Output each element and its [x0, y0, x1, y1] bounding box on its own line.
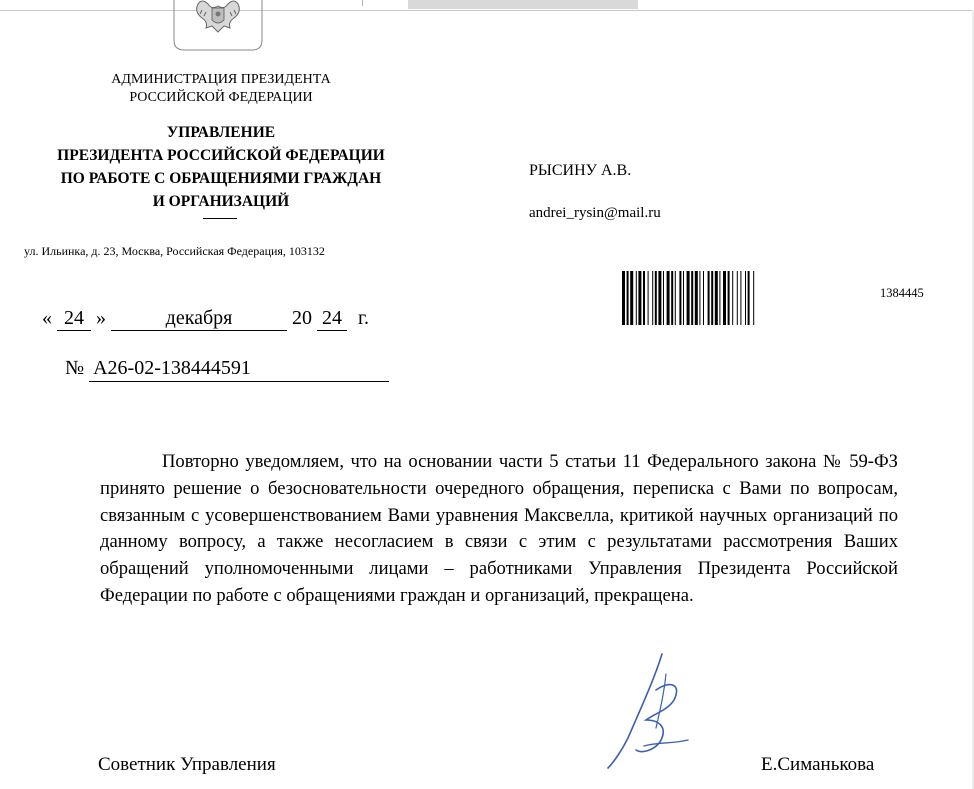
- viewer-tab[interactable]: [408, 0, 638, 9]
- barcode-bar: [627, 271, 629, 325]
- recipient-name: РЫСИНУ А.В.: [529, 162, 632, 179]
- barcode-bar: [683, 271, 684, 325]
- handwritten-signature: [600, 650, 700, 775]
- barcode-bar: [740, 271, 741, 325]
- document-number-prefix: №: [65, 357, 85, 379]
- letter-body: Повторно уведомляем, что на основании части 5 статьи 11 Федерального закона № 59-ФЗ принято решение о безосновательности очередного обращения, переписка с Вами по вопросам, связанным с усовершенствованием Вами уравнения Максвелла, критикой научных организаций по данному вопросу, а также несогласием в связи с этим с результатами рассмотрения Ваших обращений уполномоченными лицами – работниками Управления Президента Российской Федерации по работе с обращениями граждан и организаций, прекращена.: [100, 451, 898, 606]
- barcode-bar: [691, 271, 693, 325]
- barcode-bar: [636, 271, 637, 325]
- document-number: [65, 355, 389, 382]
- administration-line-1: АДМИНИСТРАЦИЯ ПРЕЗИДЕНТА: [111, 72, 331, 87]
- department-heading: [30, 121, 412, 213]
- barcode-bar: [737, 271, 738, 325]
- recipient-email: andrei_rysin@mail.ru: [529, 205, 661, 221]
- date-month: декабря: [111, 306, 287, 331]
- department-line-1: УПРАВЛЕНИЕ: [166, 124, 276, 141]
- administration-line-2: РОССИЙСКОЙ ФЕДЕРАЦИИ: [129, 90, 313, 105]
- department-line-4: И ОРГАНИЗАЦИЙ: [152, 193, 290, 210]
- barcode-bar: [658, 271, 661, 325]
- date-century: 20: [292, 307, 312, 329]
- barcode-bar: [695, 271, 698, 325]
- barcode-bar: [622, 271, 625, 325]
- barcode-bar: [643, 271, 645, 325]
- barcode-bar: [753, 271, 754, 325]
- barcode-bar: [728, 271, 730, 325]
- barcode-bar: [652, 271, 653, 325]
- heading-divider: [203, 218, 237, 219]
- letter-date: [42, 306, 369, 331]
- department-line-3: ПО РАБОТЕ С ОБРАЩЕНИЯМИ ГРАЖДАН: [60, 170, 382, 187]
- barcode-bar: [703, 271, 704, 325]
- barcode-bar: [711, 271, 713, 325]
- barcode-bar: [719, 271, 720, 325]
- coat-of-arms-icon: [172, 0, 264, 52]
- barcode-bar: [667, 271, 670, 325]
- barcode-bar: [671, 271, 673, 325]
- viewer-top-bar: [0, 0, 974, 11]
- barcode-bar: [675, 271, 676, 325]
- barcode-bar: [687, 271, 690, 325]
- signer-position: Советник Управления: [98, 754, 276, 775]
- barcode-bar: [655, 271, 657, 325]
- barcode-bar: [708, 271, 710, 325]
- sender-address: ул. Ильинка, д. 23, Москва, Российская Федерация, 103132: [24, 244, 325, 258]
- barcode-bar: [723, 271, 726, 325]
- date-open-quote: «: [42, 307, 52, 329]
- barcode-bar: [715, 271, 718, 325]
- date-suffix: г.: [358, 307, 369, 329]
- signer-name: Е.Симанькова: [761, 754, 875, 775]
- toolbar-divider: [362, 0, 363, 6]
- date-year: 24: [317, 306, 347, 331]
- barcode-bar: [732, 271, 733, 325]
- barcode-number: 1384445: [880, 286, 924, 300]
- administration-heading: [96, 71, 346, 107]
- barcode-icon: [622, 271, 868, 325]
- barcode-bar: [699, 271, 700, 325]
- date-day: 24: [57, 306, 91, 331]
- document-number-value: А26-02-138444591: [89, 355, 389, 382]
- date-close-quote: »: [96, 307, 106, 329]
- barcode-bar: [679, 271, 681, 325]
- barcode-bar: [748, 271, 750, 325]
- barcode-bar: [663, 271, 664, 325]
- barcode-bar: [630, 271, 633, 325]
- department-line-2: ПРЕЗИДЕНТА РОССИЙСКОЙ ФЕДЕРАЦИИ: [57, 147, 385, 164]
- barcode-bar: [638, 271, 641, 325]
- barcode-bar: [745, 271, 746, 325]
- barcode-bar: [648, 271, 649, 325]
